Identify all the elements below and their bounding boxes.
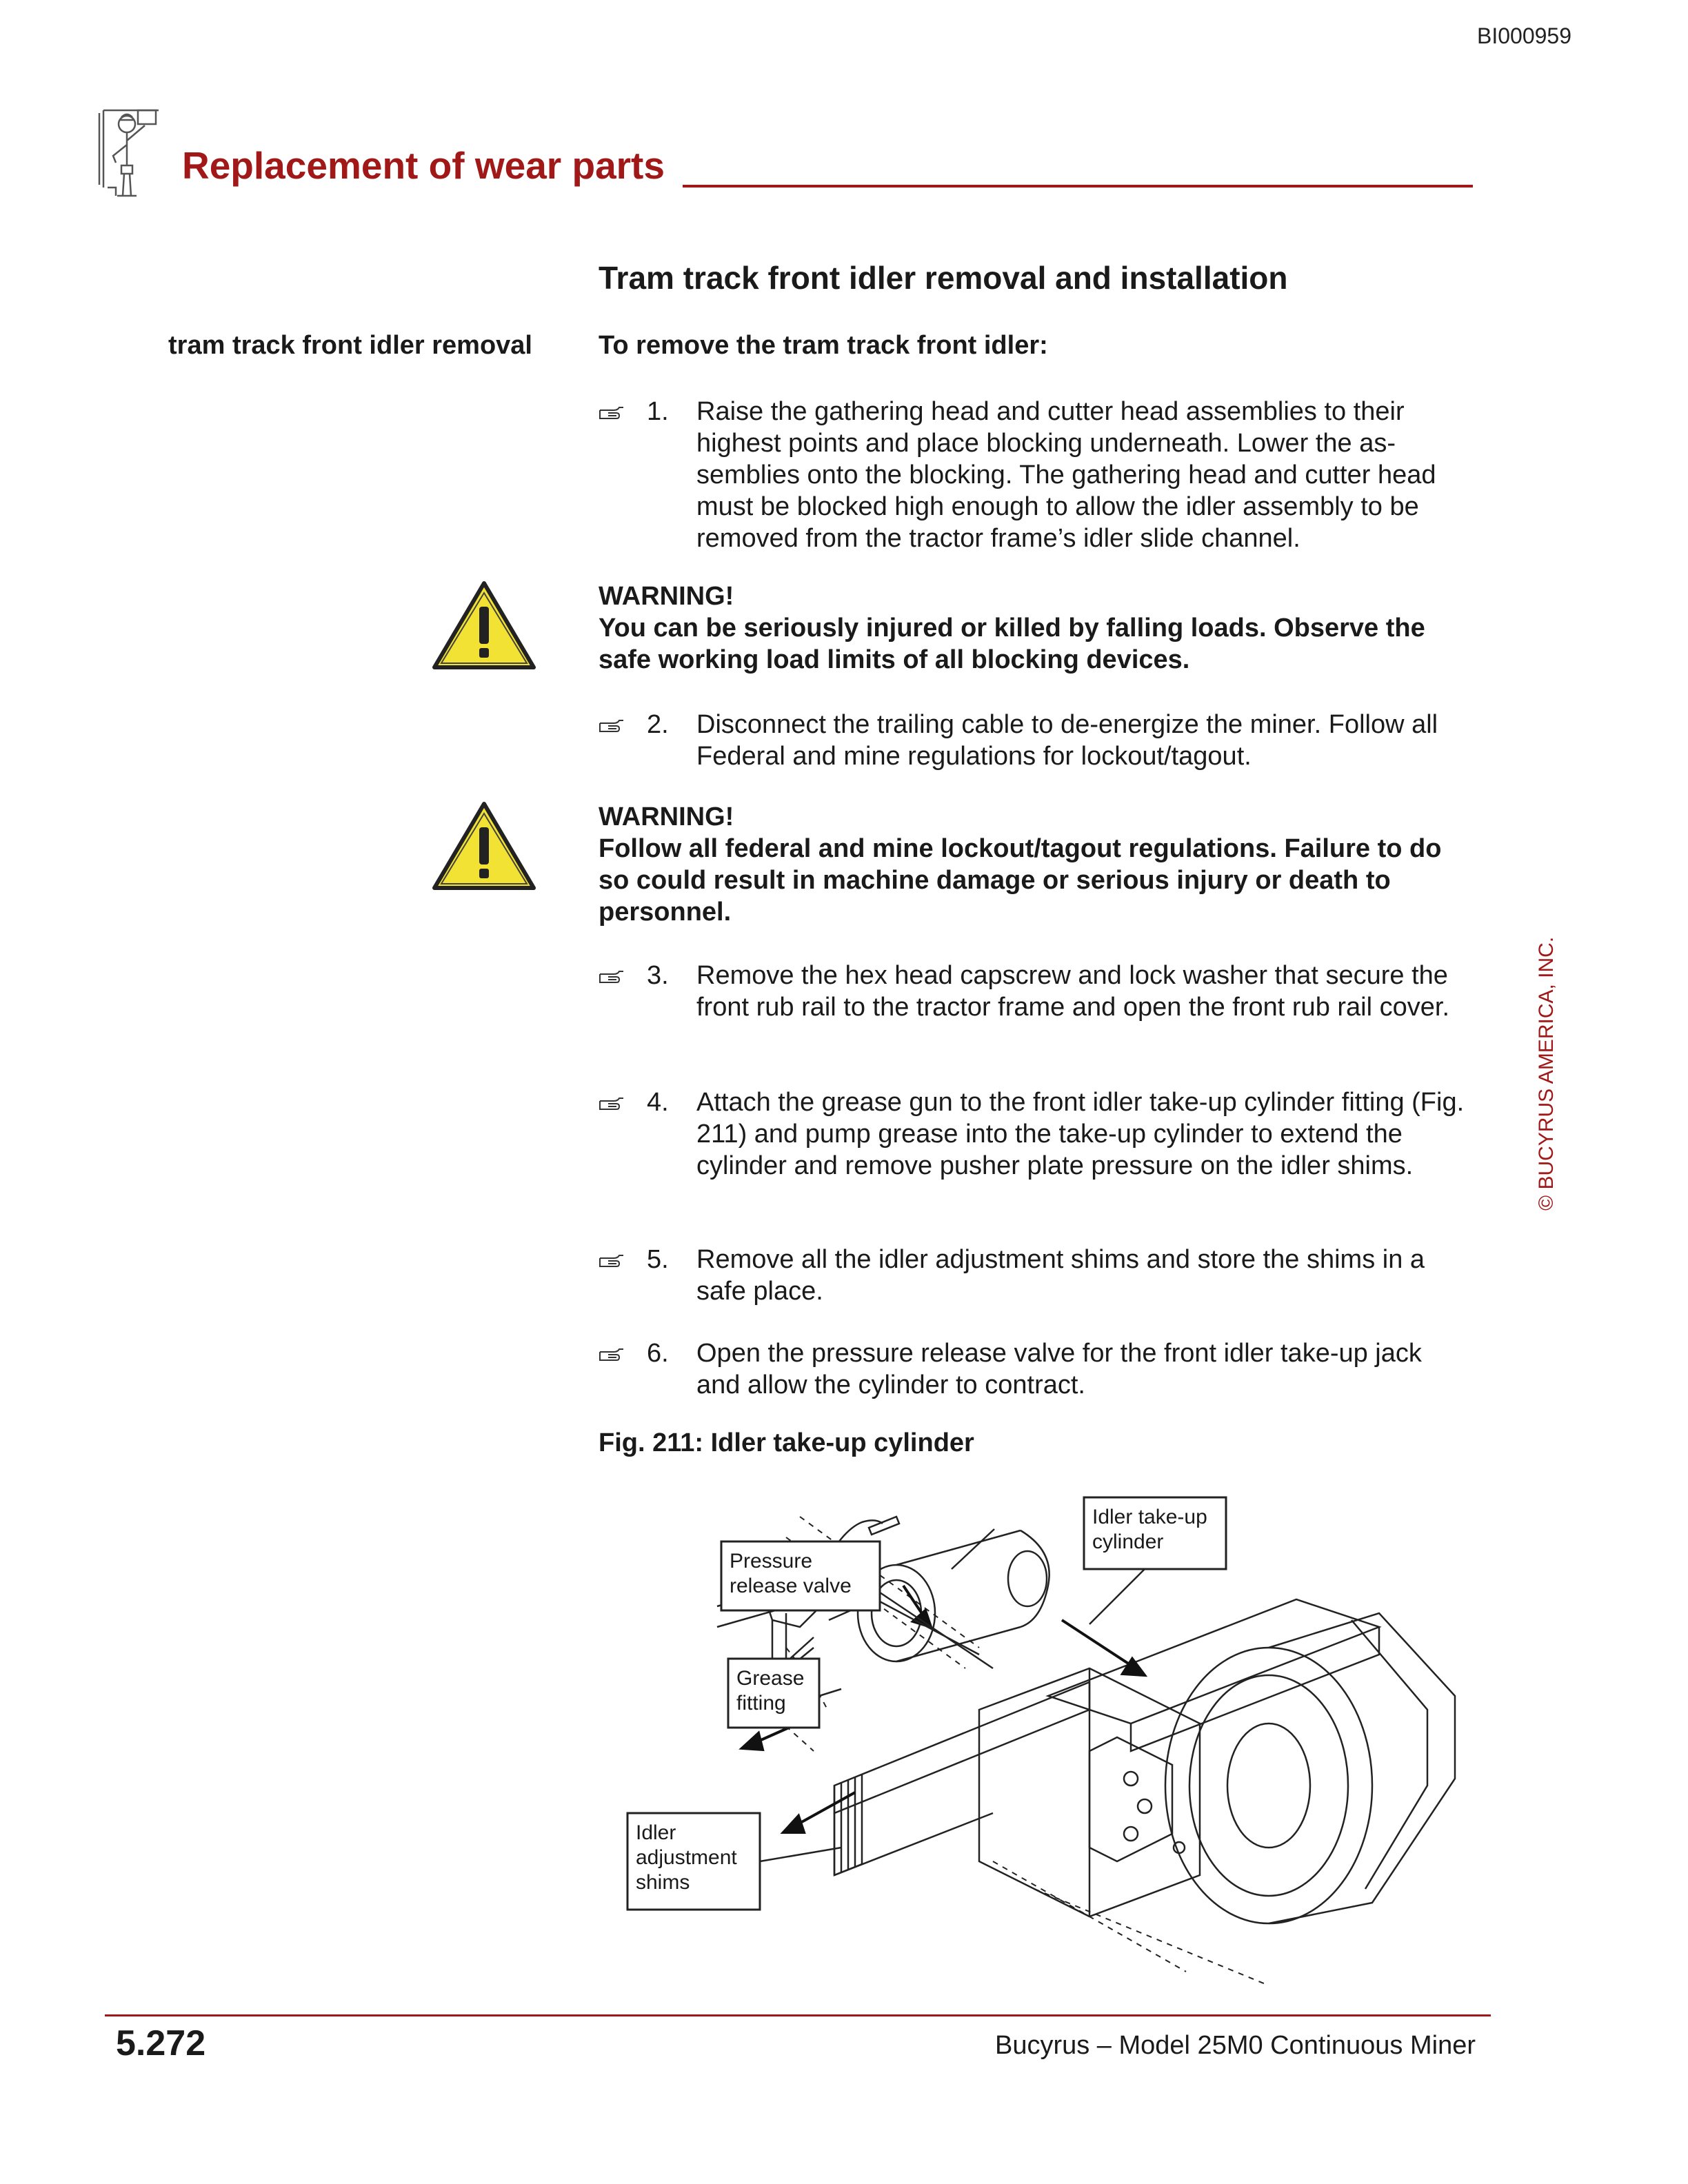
pointing-hand-icon bbox=[599, 962, 626, 983]
step-number: 3. bbox=[647, 961, 669, 990]
warning-text: Follow all federal and mine lockout/tagout regulations. Failure to do so could result in machine damage or serious injury or death to personnel. bbox=[599, 834, 1442, 927]
callout-valve: release valve bbox=[730, 1575, 852, 1597]
page-number: 5.272 bbox=[116, 2023, 206, 2063]
step-text: Remove all the idler adjustment shims and store the shims in a safe place. bbox=[696, 1245, 1425, 1306]
page-heading: Tram track front idler removal and installation bbox=[599, 260, 1288, 296]
step-text: Raise the gathering head and cutter head assemblies to their highest points and place blocking underneath. Lower the as- semblies onto the blocking. The gathering head and cutter head must be blocked high enough to allow the idler assembly to be removed from the tractor frame’s idler slide channel. bbox=[696, 397, 1436, 553]
step-number: 2. bbox=[647, 710, 669, 739]
idler-diagram bbox=[607, 1489, 1462, 1999]
callout-shims: shims bbox=[636, 1871, 690, 1894]
callout-valve: Pressure bbox=[730, 1550, 813, 1573]
pointing-hand-icon bbox=[599, 1340, 626, 1361]
step-text: Attach the grease gun to the front idler take-up cylinder fitting (Fig. 211) and pump grease into the take-up cylinder to extend the cylinder and remove pusher plate pressure on the idler shims. bbox=[696, 1088, 1465, 1180]
pointing-hand-icon bbox=[599, 1246, 626, 1267]
callout-cylinder: cylinder bbox=[1092, 1530, 1164, 1553]
margin-label: tram track front idler removal bbox=[168, 331, 532, 360]
copyright-notice: © BUCYRUS AMERICA, INC. bbox=[1535, 936, 1558, 1211]
warning-triangle-icon bbox=[430, 579, 538, 673]
warning-title: WARNING! bbox=[599, 802, 734, 831]
procedure-heading: To remove the tram track front idler: bbox=[599, 331, 1048, 360]
step-text: Remove the hex head capscrew and lock washer that secure the front rub rail to the tractor frame and open the front rub rail cover. bbox=[696, 961, 1449, 1022]
warning-block bbox=[599, 801, 1474, 928]
title-rule bbox=[683, 185, 1473, 188]
step-number: 6. bbox=[647, 1339, 669, 1368]
pointing-hand-icon bbox=[599, 398, 626, 419]
callout-shims: adjustment bbox=[636, 1846, 737, 1869]
section-worker-icon bbox=[97, 105, 163, 201]
warning-text: You can be seriously injured or killed by falling loads. Observe the safe working load limits of all blocking devices. bbox=[599, 614, 1425, 674]
step-text: Disconnect the trailing cable to de-energize the miner. Follow all Federal and mine regulations for lockout/tagout. bbox=[696, 710, 1438, 771]
pointing-hand-icon bbox=[599, 711, 626, 732]
footer-rule bbox=[105, 2014, 1491, 2016]
callout-grease: Grease bbox=[736, 1667, 805, 1690]
callout-shims: Idler bbox=[636, 1821, 676, 1844]
callout-cylinder: Idler take-up bbox=[1092, 1506, 1207, 1528]
figure-caption: Fig. 211: Idler take-up cylinder bbox=[599, 1428, 974, 1457]
pointing-hand-icon bbox=[599, 1089, 626, 1110]
callout-grease: fitting bbox=[736, 1692, 786, 1715]
warning-triangle-icon bbox=[430, 800, 538, 893]
step-number: 5. bbox=[647, 1245, 669, 1274]
step-text: Open the pressure release valve for the front idler take-up jack and allow the cylinder to contract. bbox=[696, 1339, 1422, 1399]
warning-title: WARNING! bbox=[599, 582, 734, 611]
step-number: 1. bbox=[647, 397, 669, 426]
document-id: BI000959 bbox=[1477, 23, 1572, 48]
warning-block bbox=[599, 580, 1474, 676]
step-number: 4. bbox=[647, 1088, 669, 1117]
footer-text: Bucyrus – Model 25M0 Continuous Miner bbox=[994, 2031, 1476, 2060]
section-title: Replacement of wear parts bbox=[182, 144, 665, 187]
